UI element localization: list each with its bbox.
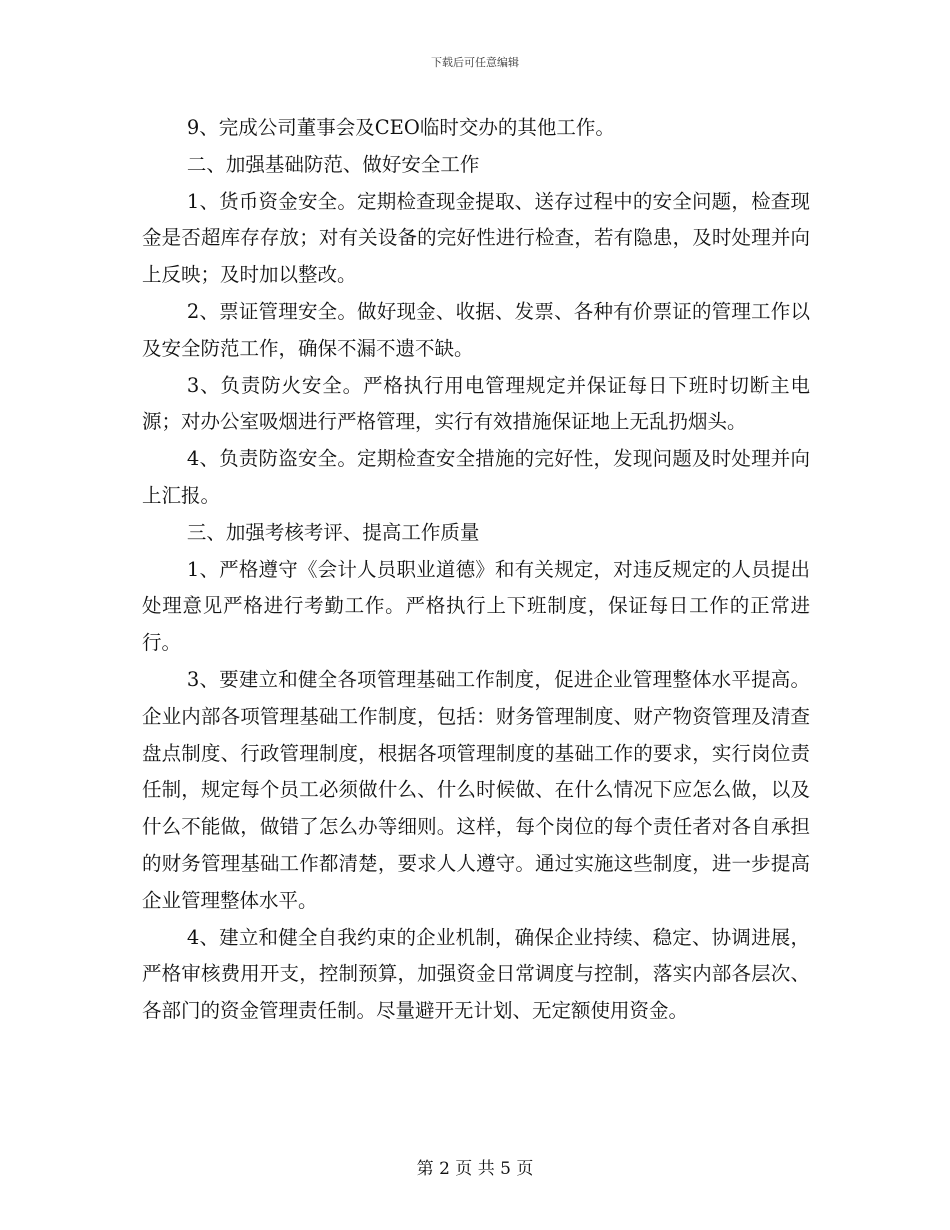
- paragraph-self-discipline: 4、建立和健全自我约束的企业机制，确保企业持续、稳定、协调进展，严格审核费用开支，控制预算，加强资金日常调度与控制，落实内部各层次、各部门的资金管理责任制。尽量避开无计划、无定额使用资金。: [142, 925, 810, 1023]
- paragraph-ticket-safety: 2、票证管理安全。做好现金、收据、发票、各种有价票证的管理工作以及安全防范工作，确保不漏不遗不缺。: [142, 299, 810, 360]
- paragraph-theft-safety: 4、负责防盗安全。定期检查安全措施的完好性，发现问题及时处理并向上汇报。: [142, 447, 810, 507]
- paragraph-currency-safety: 1、货币资金安全。定期检查现金提取、送存过程中的安全问题，检查现金是否超库存存放；对有关设备的完好性进行检查，若有隐患，及时处理并向上反映；及时加以整改。: [142, 189, 810, 287]
- paragraph-management-system: 3、要建立和健全各项管理基础工作制度，促进企业管理整体水平提高。企业内部各项管理基础工作制度，包括：财务管理制度、财产物资管理及清查盘点制度、行政管理制度，根据各项管理制度的基础工作的要求，实行岗位责任制，规定每个员工必须做什么、什么时候做、在什么情况下应怎么做，以及什么不能做，做错了怎么办等细则。这样，每个岗位的每个责任者对各自承担的财务管理基础工作都清楚，要求人人遵守。通过实施这些制度，进一步提高企业管理整体水平。: [142, 667, 810, 912]
- document-body: [142, 110, 810, 1030]
- page-number-footer: 第 2 页 共 5 页: [416, 1159, 534, 1179]
- page-header: 下载后可任意编辑: [431, 56, 519, 69]
- section-heading-3: 三、加强考核考评、提高工作质量: [186, 520, 480, 544]
- section-heading-2: 二、加强基础防范、做好安全工作: [186, 152, 480, 176]
- paragraph-fire-safety: 3、负责防火安全。严格执行用电管理规定并保证每日下班时切断主电源；对办公室吸烟进行严格管理，实行有效措施保证地上无乱扔烟头。: [142, 373, 810, 434]
- paragraph-item-9: 9、完成公司董事会及CEO临时交办的其他工作。: [186, 116, 615, 139]
- paragraph-ethics: 1、严格遵守《会计人员职业道德》和有关规定，对违反规定的人员提出处理意见严格进行考勤工作。严格执行上下班制度，保证每日工作的正常进行。: [142, 557, 810, 655]
